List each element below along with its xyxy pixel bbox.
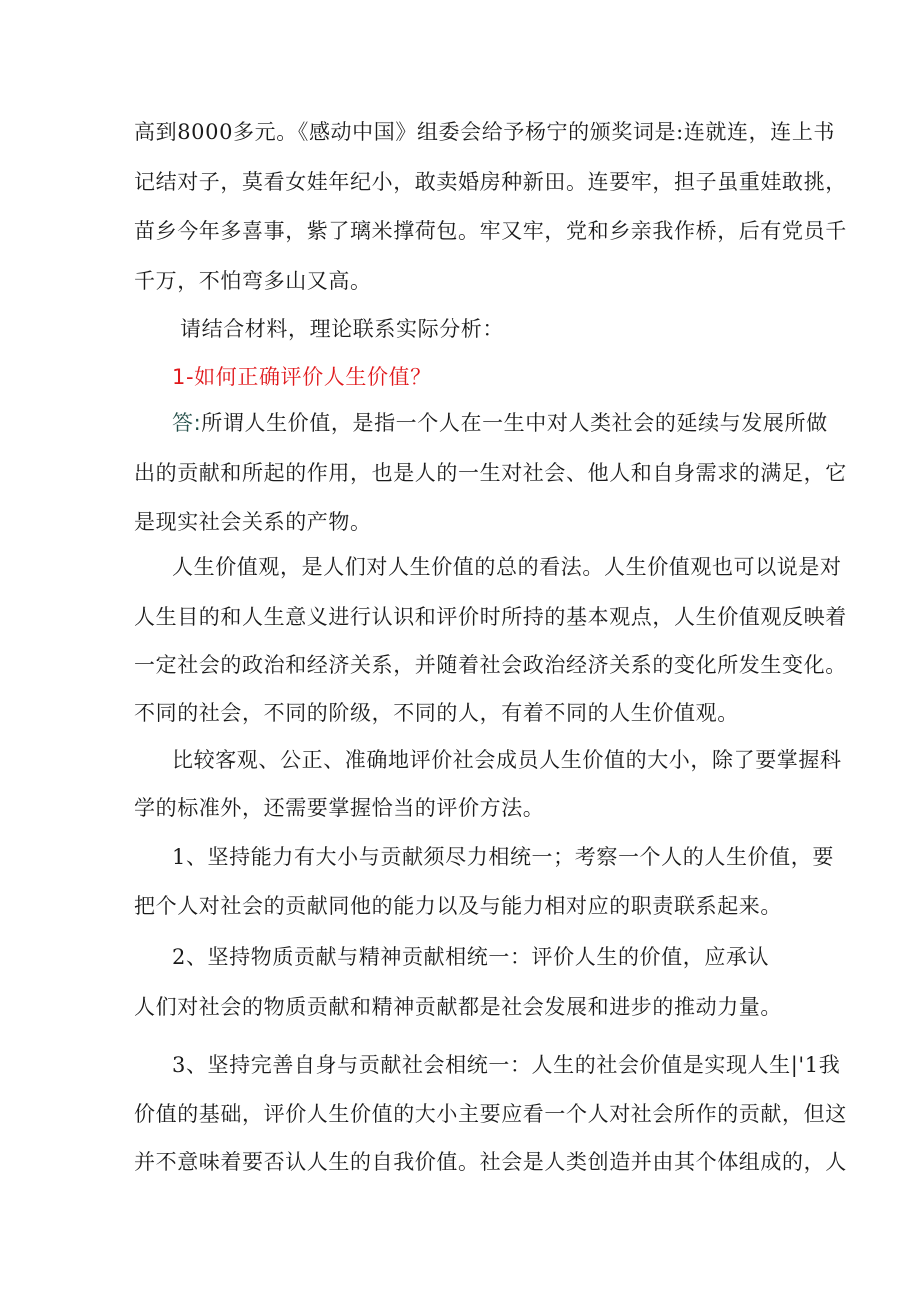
answer-p2-line-1: 人生价值观，是人们对人生价值的总的看法。人生价值观也可以说是对 xyxy=(172,555,842,579)
material-line-2: 记结对子，莫看女娃年纪小，敢卖婚房种新田。连要牢，担子虽重娃敢挑， xyxy=(134,170,847,194)
question-heading: 1-如何正确评价人生价值？ xyxy=(172,365,432,389)
material-line-4: 千万，不怕弯多山又高。 xyxy=(134,269,372,293)
answer-p3-line-2: 学的标准外，还需要掌握恰当的评价方法。 xyxy=(134,796,545,820)
item-2-line-1: 2、坚持物质贡献与精神贡献相统一：评价人生的价值，应承认 xyxy=(172,945,770,969)
answer-p1-line-1: 所谓人生价值，是指一个人在一生中对人类社会的延续与发展所做 xyxy=(201,411,828,435)
item-3-line-1: 3、坚持完善自身与贡献社会相统一：人生的社会价值是实现人生|'1我 xyxy=(172,1053,841,1077)
item-1-line-2: 把个人对社会的贡献同他的能力以及与能力相对应的职责联系起来。 xyxy=(134,894,782,918)
answer-p3-line-1: 比较客观、公正、准确地评价社会成员人生价值的大小，除了要掌握科 xyxy=(172,748,842,772)
answer-p1-line-2: 出的贡献和所起的作用，也是人的一生对社会、他人和自身需求的满足，它 xyxy=(134,461,847,485)
item-1-line-1: 1、坚持能力有大小与贡献须尽力相统一；考察一个人的人生价值，要 xyxy=(172,845,834,869)
material-line-3: 苗乡今年多喜事，紫了璃米撑荷包。牢又牢，党和乡亲我作桥，后有党员千 xyxy=(134,219,847,243)
item-3-line-2: 价值的基础，评价人生价值的大小主要应看一个人对社会所作的贡献，但这 xyxy=(134,1102,847,1126)
answer-label: 答: xyxy=(172,411,202,435)
answer-p2-line-2: 人生目的和人生意义进行认识和评价时所持的基本观点，人生价值观反映着 xyxy=(134,605,847,629)
item-2-line-2: 人们对社会的物质贡献和精神贡献都是社会发展和进步的推动力量。 xyxy=(134,995,782,1019)
item-3-line-3: 并不意味着要否认人生的自我价值。社会是人类创造并由其个体组成的，人 xyxy=(134,1150,847,1174)
answer-first-line xyxy=(172,408,828,438)
material-line-1: 高到8000多元。《感动中国》组委会给予杨宁的颁奖词是:连就连，连上书 xyxy=(134,120,836,144)
prompt-heading: 请结合材料，理论联系实际分析： xyxy=(180,317,504,341)
answer-p1-line-3: 是现实社会关系的产物。 xyxy=(134,510,372,534)
answer-p2-line-3: 一定社会的政治和经济关系，并随着社会政治经济关系的变化所发生变化。 xyxy=(134,653,847,677)
answer-p2-line-4: 不同的社会，不同的阶级，不同的人，有着不同的人生价值观。 xyxy=(134,701,739,725)
